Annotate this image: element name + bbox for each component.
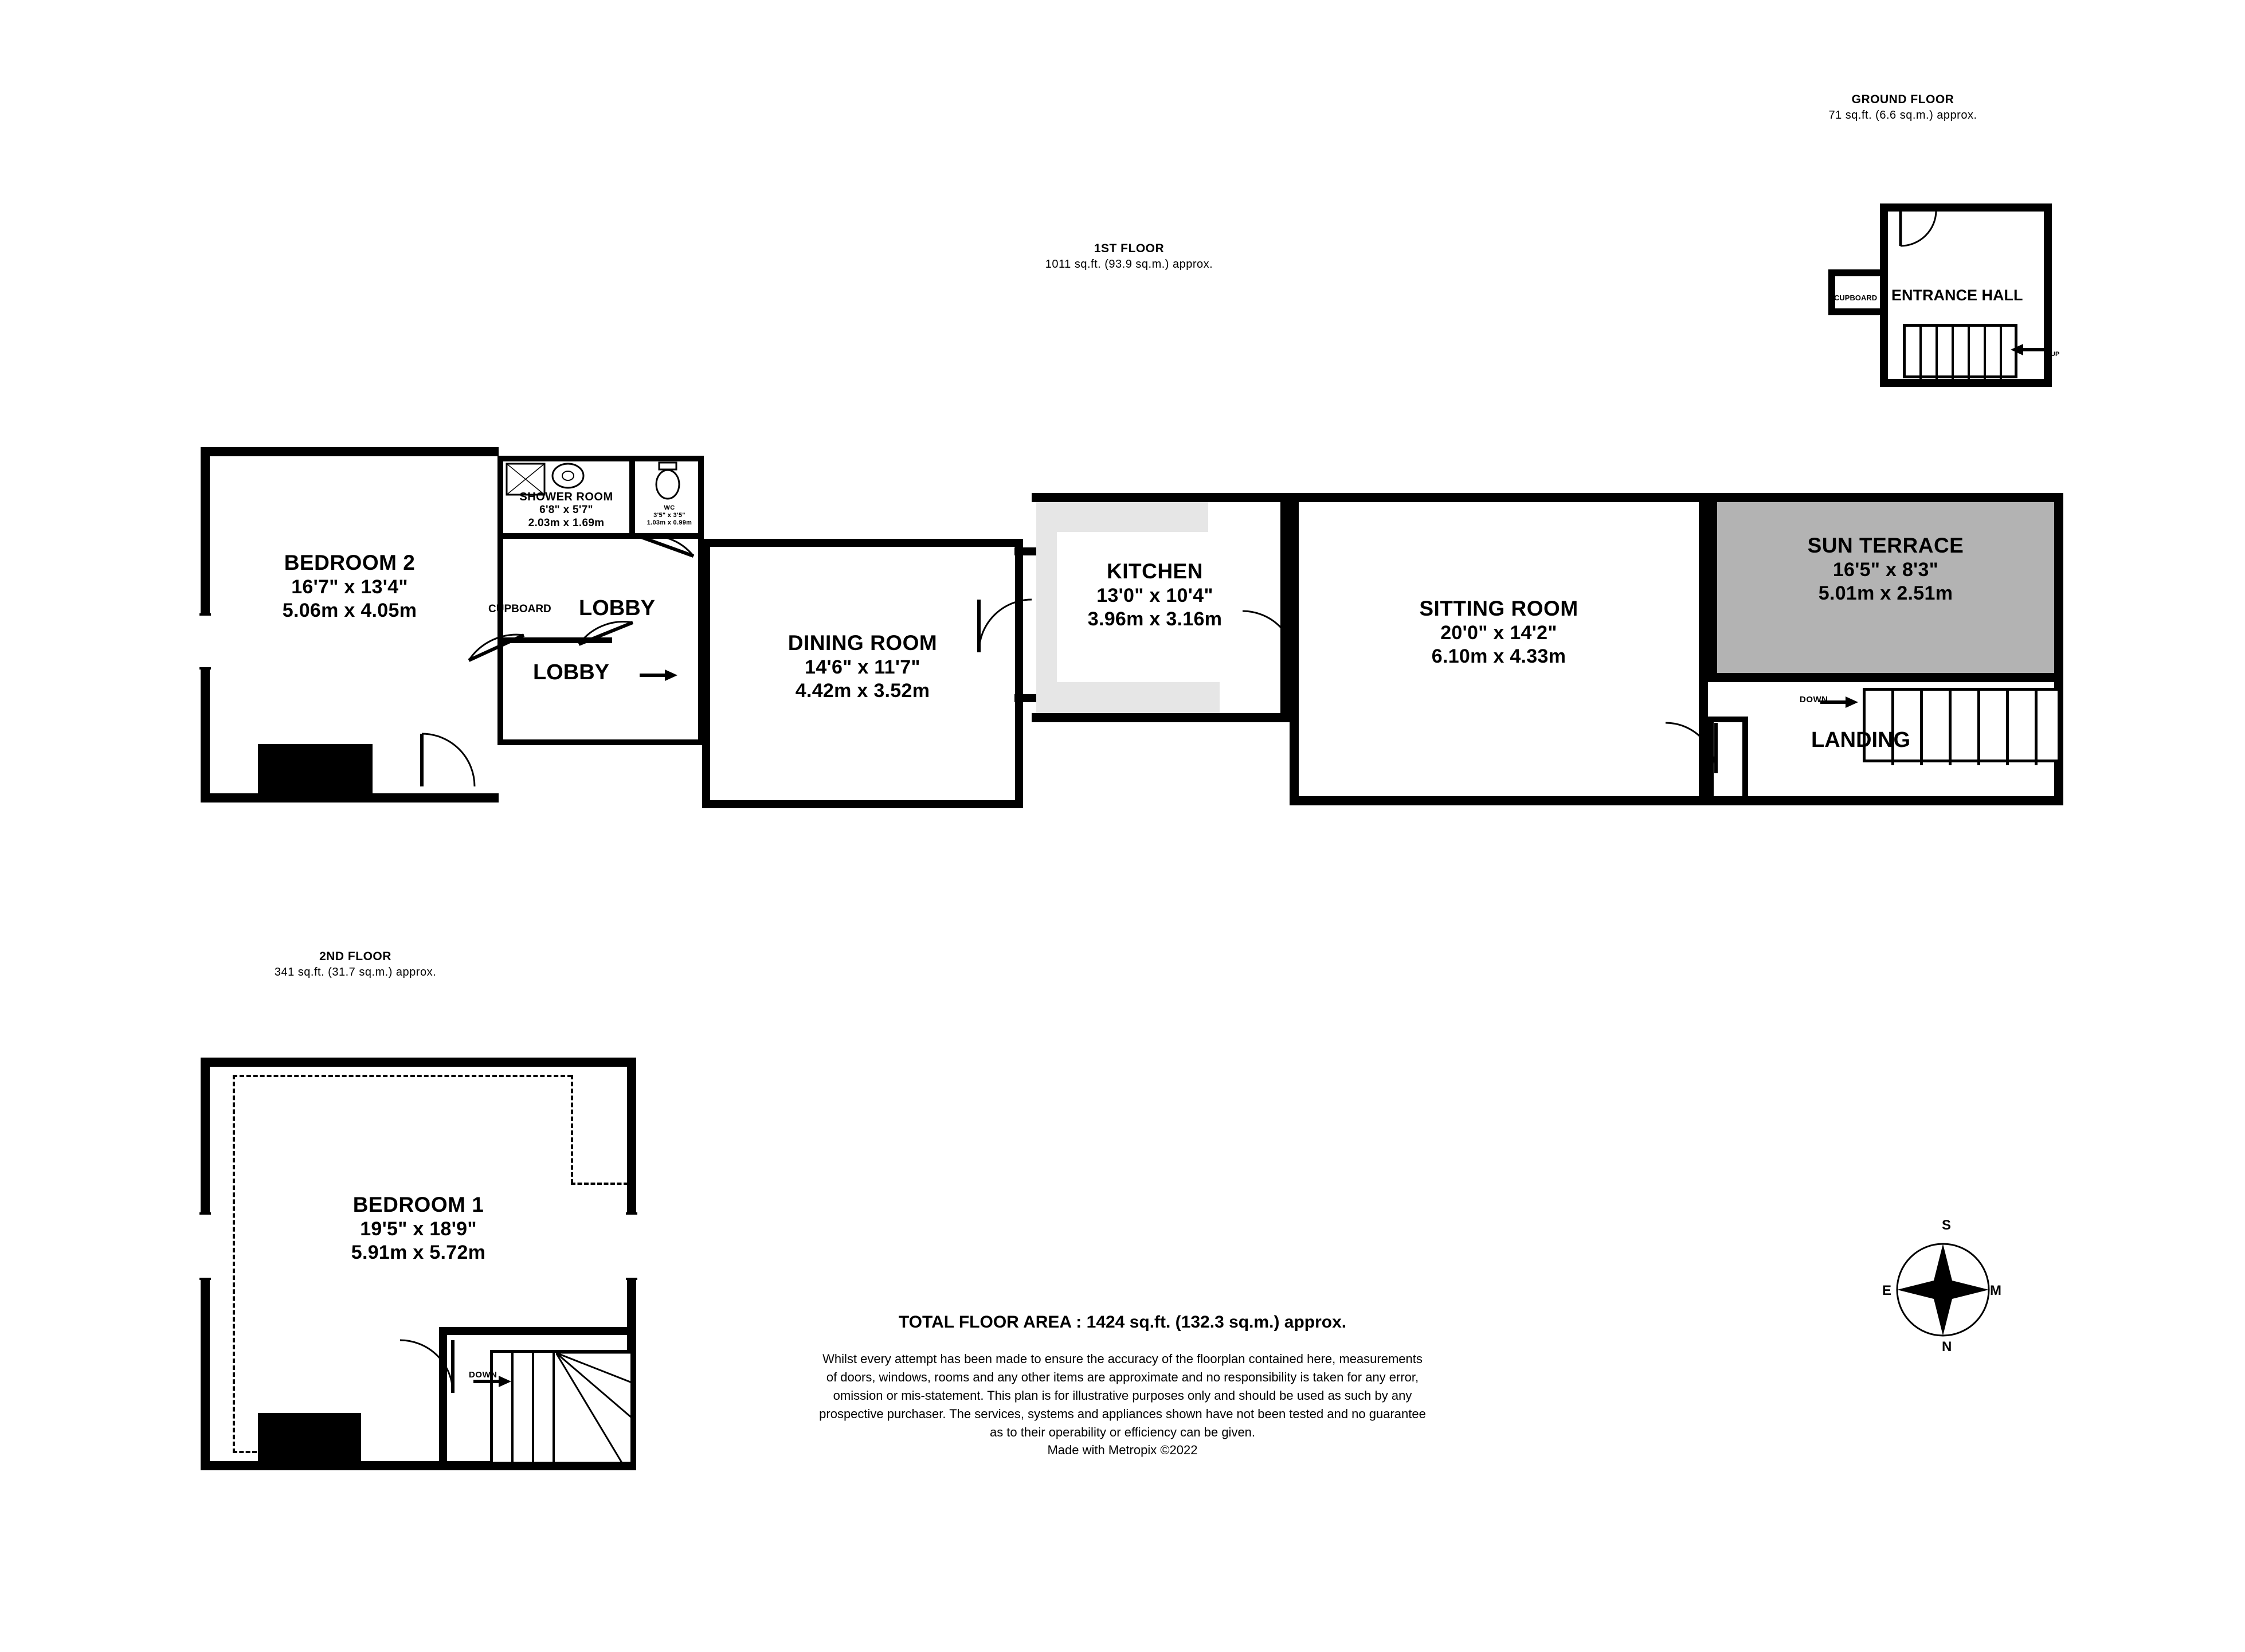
wall-void-right [1742,717,1748,805]
sun-terrace-dim-m: 5.01m x 2.51m [1818,582,1953,605]
bedroom2-label [218,550,481,623]
disclaimer-line: as to their operability or efficiency can be given. [989,1424,1256,1439]
bedroom2-dim-ft: 16'7" x 13'4" [291,576,408,598]
disclaimer-block [0,1350,2245,1459]
second-floor-area-text: 341 sq.ft. (31.7 sq.m.) approx. [274,966,437,979]
compass-rose [1874,1218,2012,1359]
bedroom2-name: BEDROOM 2 [284,551,416,574]
sun-terrace-dim-ft: 16'5" x 8'3" [1832,559,1939,581]
bedroom1-label [218,1192,619,1265]
sun-terrace-label [1708,533,2063,605]
wall-landing-bottom [1708,796,2063,805]
disclaimer-line: Whilst every attempt has been made to ensure the accuracy of the floorplan contained here, measurements [822,1352,1423,1366]
entrance-hall-label: ENTRANCE HALL [1891,287,2023,304]
window-bedroom2 [199,613,211,670]
door-arc-entrance [1897,208,1960,260]
toilet-icon [651,461,684,502]
stair-tread [1919,327,1922,381]
stair-tread [2035,691,2038,765]
wall-sh-top [497,456,635,461]
stair-tread [1936,327,1938,381]
ground-stairs [1903,324,2017,378]
wall-kitchen-top [1032,493,1290,502]
second-floor-title-text: 2ND FLOOR [319,950,391,963]
wall-cupboard-bottom [1828,308,1886,315]
second-down-label: DOWN [469,1370,497,1380]
lobby-label-2: LOBBY [533,660,609,684]
disclaimer-line: of doors, windows, rooms and any other items are approximate and no responsibility is taken for any error, [826,1369,1419,1384]
stair-tread [2006,691,2009,765]
bedroom2-dim-m: 5.06m x 4.05m [282,600,417,622]
stair-tread [1920,691,1923,765]
second-floor-title [206,949,504,980]
kitchen-counter-bottom [1048,682,1220,713]
wall-gf-bottom [1880,379,2052,387]
wc-dim-m: 1.03m x 0.99m [647,519,692,527]
door-arc-lobby-b [573,619,636,676]
disclaimer-credit: Made with Metropix ©2022 [1047,1443,1198,1458]
first-cupboard-label: CUPBOARD [488,603,551,615]
lobby-label-1: LOBBY [579,596,655,620]
up-arrow-icon [2006,338,2052,361]
compass-label-south: N [1942,1339,1952,1355]
ground-floor-area-text: 71 sq.ft. (6.6 sq.m.) approx. [1828,109,1977,122]
wc-name: WC [664,504,675,511]
shower-room-name: SHOWER ROOM [519,491,613,503]
wc-label [636,504,703,527]
window-bedroom1-left [199,1212,211,1280]
window-bedroom1-right [626,1212,637,1280]
door-arc-dining-kitchen [974,596,1037,659]
first-floor-area-text: 1011 sq.ft. (93.9 sq.m.) approx. [1045,258,1213,271]
shower-room-label [493,490,640,530]
door-arc-lobby-c [459,631,527,694]
wc-dim-ft: 3'5" x 3'5" [653,512,685,519]
bedroom1-name: BEDROOM 1 [352,1193,484,1216]
wall-terrace-top [1708,493,2063,502]
eaves-top-dashed [233,1075,572,1077]
stair-tread [2000,327,2002,381]
ground-floor-title-text: GROUND FLOOR [1851,93,1954,106]
wall-dining-bottom [702,800,1023,808]
wall-sitting-bottom [1290,796,1708,805]
landing-down-label: DOWN [1800,695,1828,704]
dining-opening [710,711,718,768]
sitting-room-dim-m: 6.10m x 4.33m [1431,645,1566,668]
first-floor-title [980,241,1278,272]
bedroom1-dim-ft: 19'5" x 18'9" [360,1218,477,1240]
ground-up-label: UP [2051,351,2060,358]
compass-label-east: M [1990,1283,2001,1298]
wall-b2-top [201,447,499,456]
ground-cupboard-box [1828,269,1886,315]
kitchen-dim-m: 3.96m x 3.16m [1087,608,1223,631]
wall-terrace-bottom [1708,673,2063,682]
kitchen-dim-ft: 13'0" x 10'4" [1096,585,1213,607]
disclaimer-line: omission or mis-statement. This plan is for illustrative purposes only and should be used as such by any [833,1388,1412,1403]
shower-room-dim-ft: 6'8" x 5'7" [539,504,593,516]
stair-tread [1968,327,1970,381]
bedroom2-furniture [258,744,373,793]
wall-b2-bottom [201,793,499,802]
sun-terrace-name: SUN TERRACE [1807,534,1964,557]
wall-kitchen-bottom [1032,713,1290,722]
kitchen-name: KITCHEN [1107,559,1203,583]
kitchen-counter-top [1048,502,1208,532]
sitting-room-name: SITTING ROOM [1419,597,1578,620]
door-arc-lobby-a [636,533,699,590]
first-floor-title-text: 1ST FLOOR [1094,242,1165,255]
stair-tread [1984,327,1986,381]
disclaimer-line: prospective purchaser. The services, systems and appliances shown have not been tested and no guarantee [819,1406,1426,1421]
ground-floor-title [1754,92,2052,123]
total-floor-area: TOTAL FLOOR AREA : 1424 sq.ft. (132.3 sq.m.) approx. [898,1313,1347,1332]
landing-label: LANDING [1811,728,1911,752]
ground-cupboard-label: CUPBOARD [1834,293,1878,302]
sitting-room-label [1290,596,1708,668]
compass-label-north: S [1942,1218,1952,1233]
wall-sh-bottom [497,533,635,539]
wall-b1-top [201,1058,636,1067]
dining-room-name: DINING ROOM [787,631,938,655]
eaves-right-dashed [571,1075,573,1184]
dining-room-dim-ft: 14'6" x 11'7" [805,656,920,679]
door-arc-bedroom2 [418,728,481,791]
basin-icon [550,461,586,490]
arrow-lobby [636,665,682,686]
stair-tread [1977,691,1980,765]
compass-label-west: E [1882,1283,1892,1298]
wall-lobby-bottom [497,739,704,745]
wall-wc-top [635,456,704,461]
stair-tread [1952,327,1954,381]
stair-tread [1949,691,1952,765]
wall-sitting-top [1290,493,1708,502]
wall-cupboard-top [1828,269,1886,276]
eaves-right-bottom-dashed [571,1183,628,1185]
dining-room-dim-m: 4.42m x 3.52m [795,680,930,702]
shower-room-dim-m: 2.03m x 1.69m [528,516,605,529]
wall-dining-top [702,539,1023,547]
bedroom1-dim-m: 5.91m x 5.72m [351,1242,486,1264]
door-arc-landing [1662,719,1719,777]
sitting-room-dim-ft: 20'0" x 14'2" [1440,622,1557,644]
